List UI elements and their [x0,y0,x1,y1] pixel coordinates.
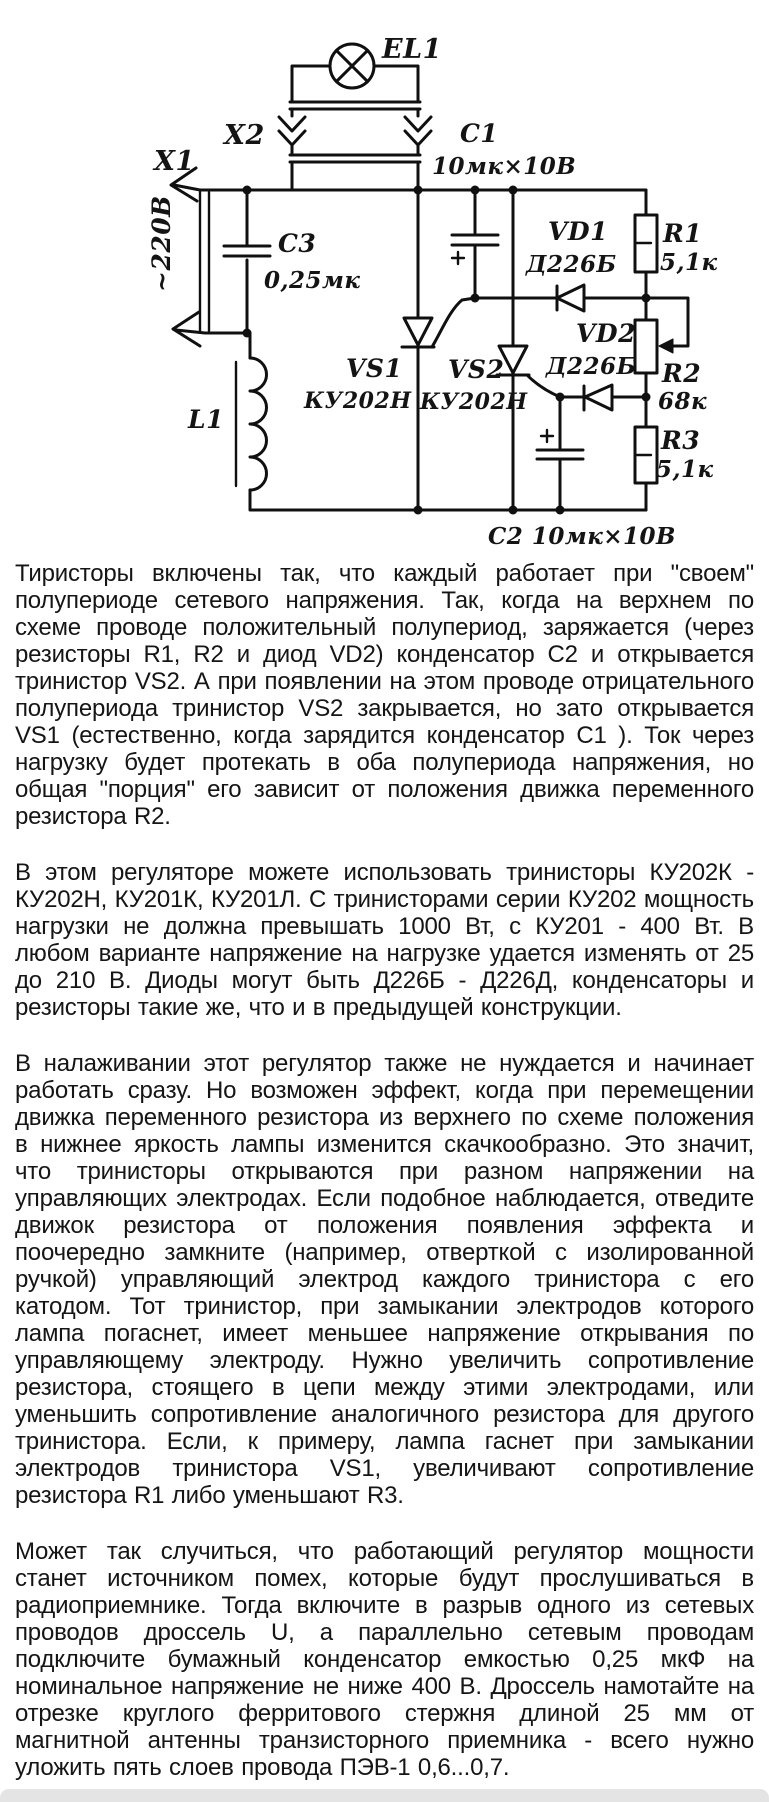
capacitor-c1-label: C1 [460,119,499,148]
resistor-r1-value: 5,1к [660,249,718,276]
potentiometer-r2-value: 68к [658,388,708,415]
potentiometer-r2-label: R2 [662,359,702,388]
thyristor-vs2-label: VS2 [448,355,505,384]
diode-vd2-value: Д226Б [546,353,637,380]
resistor-r1-label: R1 [663,219,703,248]
resistor-r1-symbol [635,190,657,298]
lamp-el1-label: EL1 [382,34,442,65]
resistor-r3-value: 5,1к [656,456,714,483]
capacitor-c1-symbol [452,190,498,298]
diode-vd1-label: VD1 [548,217,608,246]
resistor-r3-label: R3 [661,426,701,455]
paragraph-operation: Тиристоры включены так, что каждый работает при "своем" полупериоде сетевого напряжения. Так, когда на верхнем по схеме проводе положительный полупериод, заряжается (через резисторы R1, R2 и диод VD2) конденсатор C2 и открывается тринистор VS2. А при появлении на этом проводе отрицательного полупериода тринистор VS2 закрывается, но зато открывается VS1 (естественно, когда зарядится конденсатор C1 ). Ток через нагрузку будет протекать в оба полупериода напряжения, но общая "порция" его зависит от положения движка переменного резистора R2. [15,560,754,830]
thyristor-regulator-schematic [0,0,769,556]
connector-x2-label: X2 [224,120,265,151]
thyristor-vs1-value: КУ202Н [304,388,412,414]
capacitor-c1-value: 10мк×10В [432,153,577,180]
diode-vd2-symbol [560,385,646,410]
resistor-r3-symbol [635,397,657,510]
thyristor-vs1-label: VS1 [346,354,403,383]
capacitor-c3-symbol [224,190,270,333]
thyristor-vs1-symbol [402,190,475,510]
diode-vd1-value: Д226Б [526,251,617,278]
diode-vd2-label: VD2 [576,319,636,348]
article-text [0,556,769,1781]
capacitor-c3-label: C3 [278,229,317,258]
paragraph-components: В этом регуляторе можете использовать тринисторы КУ202К - КУ202Н, КУ201К, КУ201Л. С тринисторами серии КУ202 мощность нагрузки не должна превышать 1000 Вт, с КУ201 - 400 Вт. В любом варианте напряжение на нагрузке удается изменять от 25 до 210 В. Диоды могут быть Д226Б - Д226Д, конденсаторы и резисторы такие же, что и в предыдущей конструкции. [15,859,754,1021]
paragraph-interference: Может так случиться, что работающий регулятор мощности станет источником помех, которые будут прослушиваться в радиоприемнике. Тогда включите в разрыв одного из сетевых проводов дроссель U, а параллельно сетевым проводам подключите бумажный конденсатор емкостью 0,25 мкФ на номинальное напряжение не ниже 400 В. Дроссель намотайте на отрезке круглого ферритового стержня длиной 25 мм от магнитной антенны транзисторного приемника - всего нужно уложить пять слоев провода ПЭВ-1 0,6...0,7. [15,1538,754,1781]
connector-x2-symbol [279,102,431,190]
capacitor-c2-symbol [537,397,583,510]
mains-voltage-label: ~220В [147,195,176,292]
thyristor-vs2-value: КУ202Н [420,389,528,415]
paragraph-adjustment: В налаживании этот регулятор также не нуждается и начинает работать сразу. Но возможен эффект, когда при перемещении движка переменного резистора из верхнего по схеме положения в нижнее яркость лампы изменится скачкообразно. Это значит, что тринисторы открываются при разном напряжении на управляющих электродах. Если подобное наблюдается, отведите движок резистора от положения появления эффекта и поочередно замкните (например, отверткой с изолированной ручкой) управляющий электрод каждого тринистора с его катодом. Тот тринистор, при замыкании электродов которого лампа погаснет, имеет меньшее напряжение открывания по управляющему электроду. Нужно увеличить сопротивление резистора, стоящего в цепи между этими электродами, или уменьшить сопротивление аналогичного резистора для другого тринистора. Если, к примеру, лампа гаснет при замыкании электродов тринистора VS1, увеличивают сопротивление резистора R1 либо уменьшают R3. [15,1050,754,1509]
capacitor-c3-value: 0,25мк [264,267,361,294]
inductor-l1-label: L1 [188,405,224,434]
bottom-sheet-handle[interactable] [0,1789,769,1802]
circuit-schematic-figure [0,0,769,556]
diode-vd1-symbol [475,285,646,311]
capacitor-c2-label: С2 10мк×10В [488,523,676,550]
connector-x1-label: X1 [154,146,195,177]
